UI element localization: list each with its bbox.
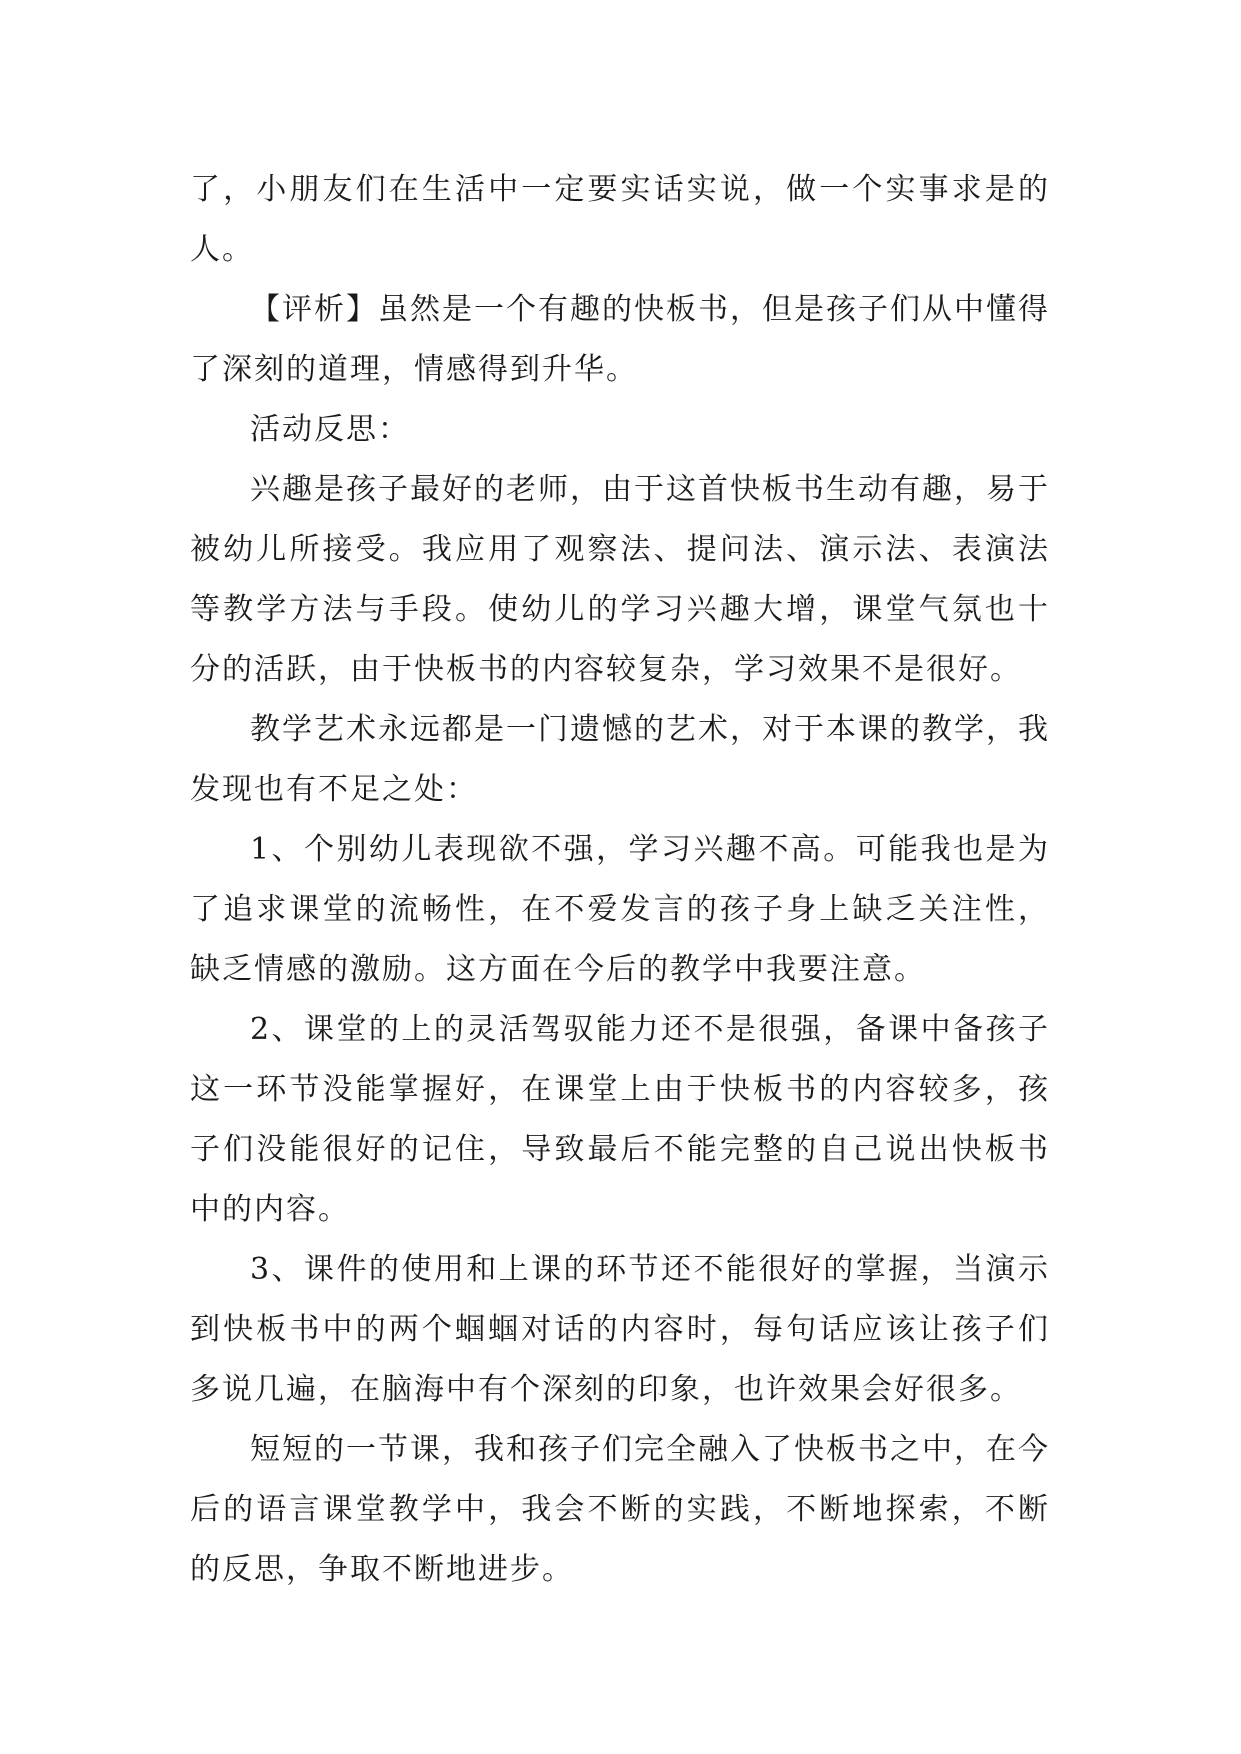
paragraph-point-3: 3、课件的使用和上课的环节还不能很好的掌握，当演示到快板书中的两个蝈蝈对话的内容时，每句话应该让孩子们多说几遍，在脑海中有个深刻的印象，也许效果会好很多。 — [190, 1252, 1050, 1407]
paragraph-point-2: 2、课堂的上的灵活驾驭能力还不是很强，备课中备孩子这一环节没能掌握好，在课堂上由于快板书的内容较多，孩子们没能很好的记住，导致最后不能完整的自己说出快板书中的内容。 — [190, 1012, 1050, 1227]
paragraph-interest: 兴趣是孩子最好的老师，由于这首快板书生动有趣，易于被幼儿所接受。我应用了观察法、提问法、演示法、表演法等教学方法与手段。使幼儿的学习兴趣大增，课堂气氛也十分的活跃，由于快板书的内容较复杂，学习效果不是很好。 — [190, 472, 1050, 687]
paragraph-conclusion: 短短的一节课，我和孩子们完全融入了快板书之中，在今后的语言课堂教学中，我会不断的实践，不断地探索，不断的反思，争取不断地进步。 — [190, 1432, 1050, 1587]
paragraph-commentary: 【评析】虽然是一个有趣的快板书，但是孩子们从中懂得了深刻的道理，情感得到升华。 — [190, 292, 1050, 387]
document-body — [190, 160, 1050, 1600]
paragraph-reflection-heading: 活动反思： — [250, 412, 410, 447]
paragraph-art-of-teaching: 教学艺术永远都是一门遗憾的艺术，对于本课的教学，我发现也有不足之处： — [190, 712, 1050, 807]
paragraph-point-1: 1、个别幼儿表现欲不强，学习兴趣不高。可能我也是为了追求课堂的流畅性，在不爱发言的孩子身上缺乏关注性，缺乏情感的激励。这方面在今后的教学中我要注意。 — [190, 832, 1050, 987]
paragraph-continuation: 了，小朋友们在生活中一定要实话实说，做一个实事求是的人。 — [190, 172, 1050, 267]
